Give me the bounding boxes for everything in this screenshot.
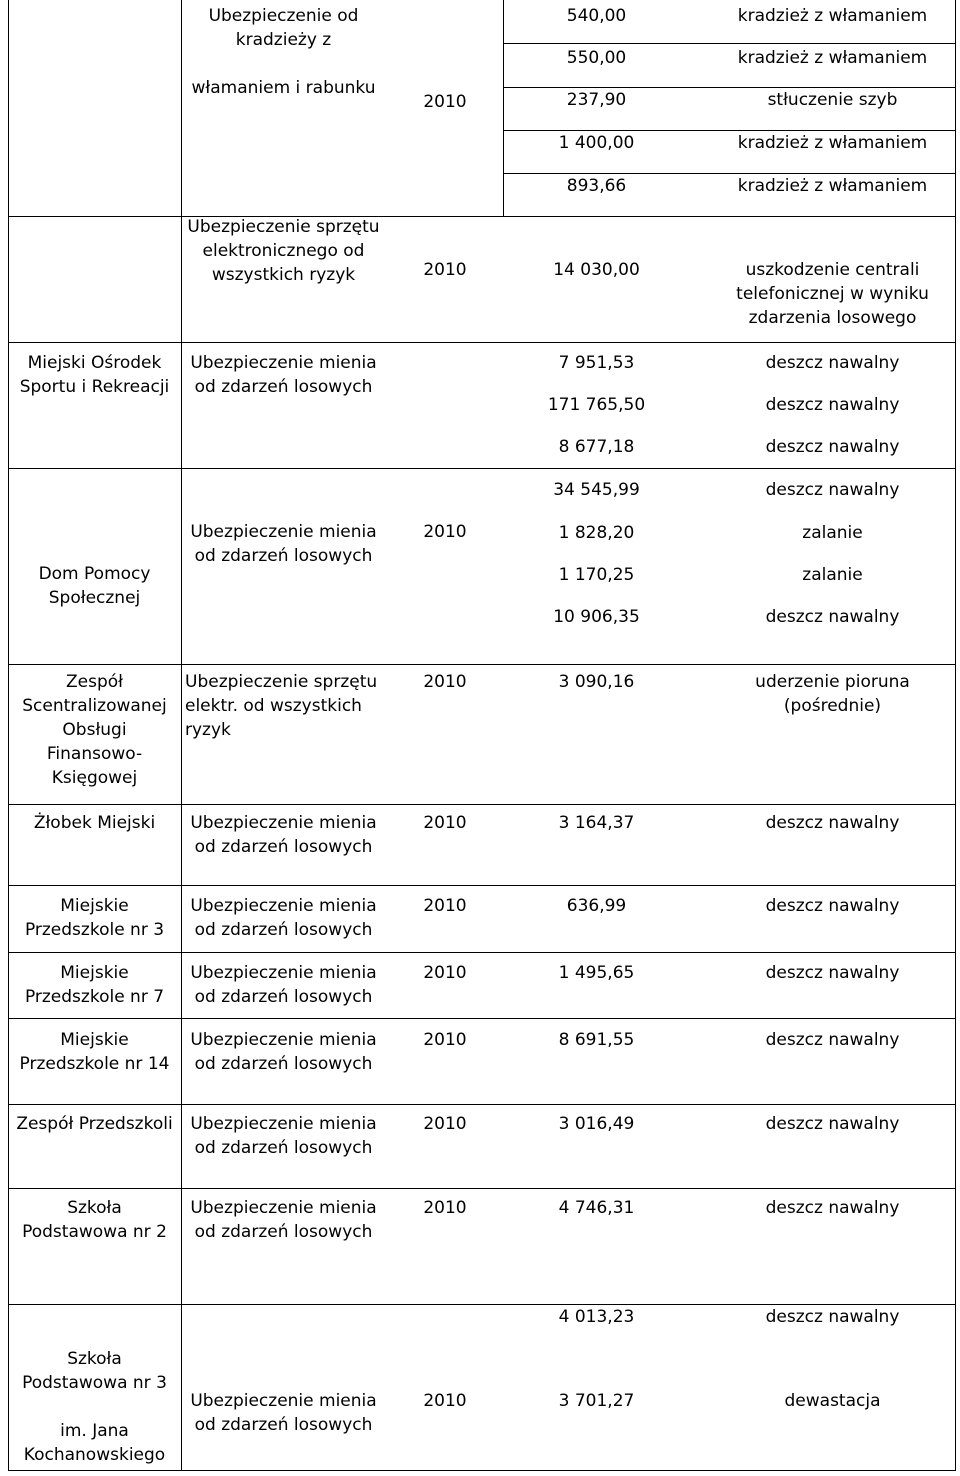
year-cell	[400, 811, 490, 835]
insurance-type-cell-line: od zdarzeń losowych	[194, 837, 373, 857]
amount-cell-line: 7 951,53	[558, 353, 635, 373]
cause-cell	[710, 393, 955, 417]
cause-cell	[710, 811, 955, 835]
insurance-type-cell	[185, 351, 382, 399]
cause-cell-line: deszcz nawalny	[765, 437, 900, 457]
amount-cell-line: 1 495,65	[558, 963, 635, 983]
institution-cell-line: Zespół Przedszkoli	[16, 1114, 173, 1134]
cause-cell-line: deszcz nawalny	[765, 1307, 900, 1327]
institution-cell-line	[9, 1395, 180, 1419]
amount-cell	[503, 131, 690, 155]
institution-cell-line: Miejskie	[60, 963, 129, 983]
amount-cell	[503, 521, 690, 545]
cause-cell	[710, 605, 955, 629]
amount-cell	[503, 563, 690, 587]
insurance-type-cell-line: Ubezpieczenie mienia	[190, 1391, 377, 1411]
year-cell-line: 2010	[423, 260, 467, 280]
insurance-type-cell	[185, 894, 382, 942]
cause-cell-line: deszcz nawalny	[765, 1114, 900, 1134]
amount-cell-line: 540,00	[566, 6, 627, 26]
cause-cell	[710, 894, 955, 918]
grid-line-horizontal	[8, 885, 956, 886]
insurance-type-cell	[185, 520, 382, 568]
institution-cell-line: im. Jana	[60, 1421, 129, 1441]
amount-cell-line: 550,00	[566, 48, 627, 68]
amount-cell	[503, 1305, 690, 1329]
amount-cell-line: 3 701,27	[558, 1391, 635, 1411]
insurance-type-cell-line: elektronicznego od	[202, 241, 365, 261]
insurance-type-cell	[185, 1389, 382, 1437]
year-cell	[400, 1112, 490, 1136]
insurance-type-cell-line: od zdarzeń losowych	[194, 546, 373, 566]
institution-cell-line: Obsługi	[62, 720, 127, 740]
amount-cell	[503, 1112, 690, 1136]
amount-cell	[503, 88, 690, 112]
year-cell	[400, 520, 490, 544]
insurance-type-cell-line: Ubezpieczenie mienia	[190, 353, 377, 373]
insurance-type-cell-line: od zdarzeń losowych	[194, 920, 373, 940]
cause-cell	[710, 521, 955, 545]
insurance-type-cell-line: Ubezpieczenie sprzętu	[187, 217, 380, 237]
cause-cell	[710, 563, 955, 587]
year-cell-line: 2010	[423, 963, 467, 983]
cause-cell-line: deszcz nawalny	[765, 353, 900, 373]
institution-cell-line: Żłobek Miejski	[33, 813, 156, 833]
insurance-type-cell-line: Ubezpieczenie mienia	[190, 963, 377, 983]
year-cell-line: 2010	[423, 1391, 467, 1411]
cause-cell-line: telefonicznej w wyniku	[736, 284, 929, 304]
amount-cell-line: 237,90	[566, 90, 627, 110]
amount-cell-line: 636,99	[566, 896, 627, 916]
amount-cell-line: 171 765,50	[547, 395, 646, 415]
cause-cell-line: kradzież z włamaniem	[737, 176, 928, 196]
institution-cell	[9, 1112, 180, 1136]
insurance-type-cell-line: Ubezpieczenie sprzętu	[185, 672, 378, 692]
cause-cell-line: dewastacja	[784, 1391, 881, 1411]
year-cell	[400, 670, 490, 694]
insurance-type-cell	[185, 1028, 382, 1076]
amount-cell	[503, 1196, 690, 1220]
cause-cell-line: deszcz nawalny	[765, 813, 900, 833]
cause-cell	[710, 88, 955, 112]
amount-cell-line: 14 030,00	[553, 260, 640, 280]
institution-cell	[9, 562, 180, 610]
insurance-type-cell-line: ryzyk	[185, 720, 231, 740]
year-cell	[400, 894, 490, 918]
amount-cell-line: 1 828,20	[558, 523, 635, 543]
amount-cell	[503, 1028, 690, 1052]
insurance-type-cell-line: Ubezpieczenie mienia	[190, 1114, 377, 1134]
institution-cell-line: Szkoła	[67, 1349, 122, 1369]
grid-line-horizontal	[8, 1104, 956, 1105]
insurance-type-cell	[185, 670, 382, 742]
insurance-type-cell	[185, 4, 382, 100]
insurance-type-cell	[185, 215, 382, 287]
institution-cell	[9, 1196, 180, 1244]
insurance-type-cell-line: od zdarzeń losowych	[194, 1054, 373, 1074]
amount-cell-line: 34 545,99	[553, 480, 640, 500]
grid-line-horizontal	[8, 804, 956, 805]
cause-cell	[710, 961, 955, 985]
amount-cell	[503, 435, 690, 459]
insurance-type-cell-line: od zdarzeń losowych	[194, 1138, 373, 1158]
institution-cell-line: Szkoła	[67, 1198, 122, 1218]
cause-cell-line: kradzież z włamaniem	[737, 48, 928, 68]
insurance-type-cell-line: od zdarzeń losowych	[194, 1415, 373, 1435]
amount-cell	[503, 894, 690, 918]
institution-cell-line: Miejski Ośrodek	[27, 353, 162, 373]
amount-cell	[503, 478, 690, 502]
insurance-type-cell-line: Ubezpieczenie mienia	[190, 1198, 377, 1218]
year-cell	[400, 1389, 490, 1413]
amount-cell	[503, 1389, 690, 1413]
insurance-type-cell-line	[185, 52, 382, 76]
cause-cell	[710, 1112, 955, 1136]
cause-cell	[710, 1305, 955, 1329]
cause-cell	[710, 258, 955, 330]
year-cell-line: 2010	[423, 1030, 467, 1050]
institution-cell	[9, 894, 180, 942]
cause-cell	[710, 46, 955, 70]
cause-cell-line: deszcz nawalny	[765, 1198, 900, 1218]
year-cell-line: 2010	[423, 522, 467, 542]
grid-line-horizontal	[8, 1018, 956, 1019]
amount-cell	[503, 961, 690, 985]
year-cell	[400, 90, 490, 114]
cause-cell-line: kradzież z włamaniem	[737, 6, 928, 26]
year-cell-line: 2010	[423, 1198, 467, 1218]
institution-cell-line: Dom Pomocy	[38, 564, 151, 584]
cause-cell	[710, 1389, 955, 1413]
grid-line-horizontal	[503, 43, 955, 44]
cause-cell	[710, 435, 955, 459]
grid-line-vertical	[955, 0, 956, 1470]
amount-cell-line: 3 016,49	[558, 1114, 635, 1134]
amount-cell	[503, 605, 690, 629]
cause-cell-line: deszcz nawalny	[765, 395, 900, 415]
cause-cell	[710, 351, 955, 375]
grid-line-horizontal	[8, 1188, 956, 1189]
cause-cell-line: deszcz nawalny	[765, 963, 900, 983]
cause-cell-line: deszcz nawalny	[765, 607, 900, 627]
institution-cell-line: Przedszkole nr 14	[19, 1054, 170, 1074]
insurance-type-cell-line: Ubezpieczenie mienia	[190, 1030, 377, 1050]
institution-cell	[9, 811, 180, 835]
institution-cell-line: Miejskie	[60, 896, 129, 916]
institution-cell-line: Przedszkole nr 7	[24, 987, 165, 1007]
cause-cell-line: deszcz nawalny	[765, 1030, 900, 1050]
insurance-type-cell	[185, 1112, 382, 1160]
amount-cell	[503, 4, 690, 28]
insurance-type-cell-line: Ubezpieczenie mienia	[190, 522, 377, 542]
insurance-type-cell-line: Ubezpieczenie mienia	[190, 813, 377, 833]
institution-cell-line: Scentralizowanej	[22, 696, 167, 716]
amount-cell	[503, 393, 690, 417]
amount-cell-line: 10 906,35	[553, 607, 640, 627]
cause-cell	[710, 1028, 955, 1052]
amount-cell-line: 8 677,18	[558, 437, 635, 457]
grid-line-horizontal	[8, 1470, 956, 1471]
cause-cell-line: stłuczenie szyb	[767, 90, 898, 110]
grid-line-horizontal	[8, 216, 956, 217]
year-cell-line: 2010	[423, 672, 467, 692]
amount-cell-line: 3 090,16	[558, 672, 635, 692]
amount-cell-line: 4 746,31	[558, 1198, 635, 1218]
cause-cell	[710, 670, 955, 718]
amount-cell-line: 4 013,23	[558, 1307, 635, 1327]
amount-cell-line: 1 400,00	[558, 133, 635, 153]
insurance-type-cell-line: Ubezpieczenie od	[208, 6, 359, 26]
year-cell	[400, 258, 490, 282]
grid-line-horizontal	[8, 468, 956, 469]
year-cell	[400, 1028, 490, 1052]
amount-cell-line: 1 170,25	[558, 565, 635, 585]
insurance-type-cell-line: od zdarzeń losowych	[194, 987, 373, 1007]
cause-cell-line: kradzież z włamaniem	[737, 133, 928, 153]
grid-line-vertical	[181, 0, 182, 1470]
amount-cell	[503, 258, 690, 282]
insurance-type-cell	[185, 811, 382, 859]
cause-cell-line: deszcz nawalny	[765, 480, 900, 500]
insurance-type-cell-line: od zdarzeń losowych	[194, 377, 373, 397]
institution-cell-line: Podstawowa nr 3	[22, 1373, 167, 1393]
amount-cell-line: 3 164,37	[558, 813, 635, 833]
institution-cell-line: Podstawowa nr 2	[22, 1222, 167, 1242]
amount-cell	[503, 46, 690, 70]
institution-cell	[9, 670, 180, 790]
year-cell-line: 2010	[423, 92, 467, 112]
grid-line-horizontal	[8, 664, 956, 665]
insurance-type-cell-line: kradzieży z	[235, 30, 332, 50]
amount-cell	[503, 351, 690, 375]
grid-line-horizontal	[8, 952, 956, 953]
insurance-type-cell	[185, 1196, 382, 1244]
institution-cell	[9, 961, 180, 1009]
amount-cell	[503, 811, 690, 835]
grid-line-horizontal	[8, 342, 956, 343]
insurance-type-cell-line: elektr. od wszystkich	[185, 696, 362, 716]
institution-cell	[9, 1028, 180, 1076]
institution-cell-line: Przedszkole nr 3	[24, 920, 165, 940]
cause-cell-line: uderzenie pioruna	[755, 672, 910, 692]
institution-cell-line: Sportu i Rekreacji	[19, 377, 170, 397]
cause-cell	[710, 478, 955, 502]
year-cell	[400, 961, 490, 985]
insurance-type-cell-line: Ubezpieczenie mienia	[190, 896, 377, 916]
cause-cell	[710, 1196, 955, 1220]
insurance-type-cell	[185, 961, 382, 1009]
institution-cell-line: Finansowo-	[46, 744, 143, 764]
insurance-type-cell-line: włamaniem i rabunku	[191, 78, 376, 98]
cause-cell	[710, 131, 955, 155]
institution-cell-line: Księgowej	[51, 768, 138, 788]
cause-cell-line: (pośrednie)	[783, 696, 882, 716]
cause-cell	[710, 4, 955, 28]
cause-cell-line: deszcz nawalny	[765, 896, 900, 916]
insurance-type-cell-line: od zdarzeń losowych	[194, 1222, 373, 1242]
institution-cell	[9, 351, 180, 399]
amount-cell	[503, 174, 690, 198]
institution-cell-line: Zespół	[66, 672, 123, 692]
year-cell	[400, 1196, 490, 1220]
year-cell-line: 2010	[423, 1114, 467, 1134]
year-cell-line: 2010	[423, 813, 467, 833]
institution-cell-line: Kochanowskiego	[23, 1445, 166, 1465]
cause-cell-line: zdarzenia losowego	[748, 308, 917, 328]
cause-cell-line: uszkodzenie centrali	[745, 260, 920, 280]
amount-cell-line: 893,66	[566, 176, 627, 196]
insurance-type-cell-line: wszystkich ryzyk	[211, 265, 356, 285]
cause-cell-line: zalanie	[802, 565, 863, 585]
institution-cell	[9, 1347, 180, 1467]
cause-cell-line: zalanie	[802, 523, 863, 543]
amount-cell	[503, 670, 690, 694]
amount-cell-line: 8 691,55	[558, 1030, 635, 1050]
institution-cell-line: Miejskie	[60, 1030, 129, 1050]
cause-cell	[710, 174, 955, 198]
year-cell-line: 2010	[423, 896, 467, 916]
institution-cell-line: Społecznej	[48, 588, 141, 608]
